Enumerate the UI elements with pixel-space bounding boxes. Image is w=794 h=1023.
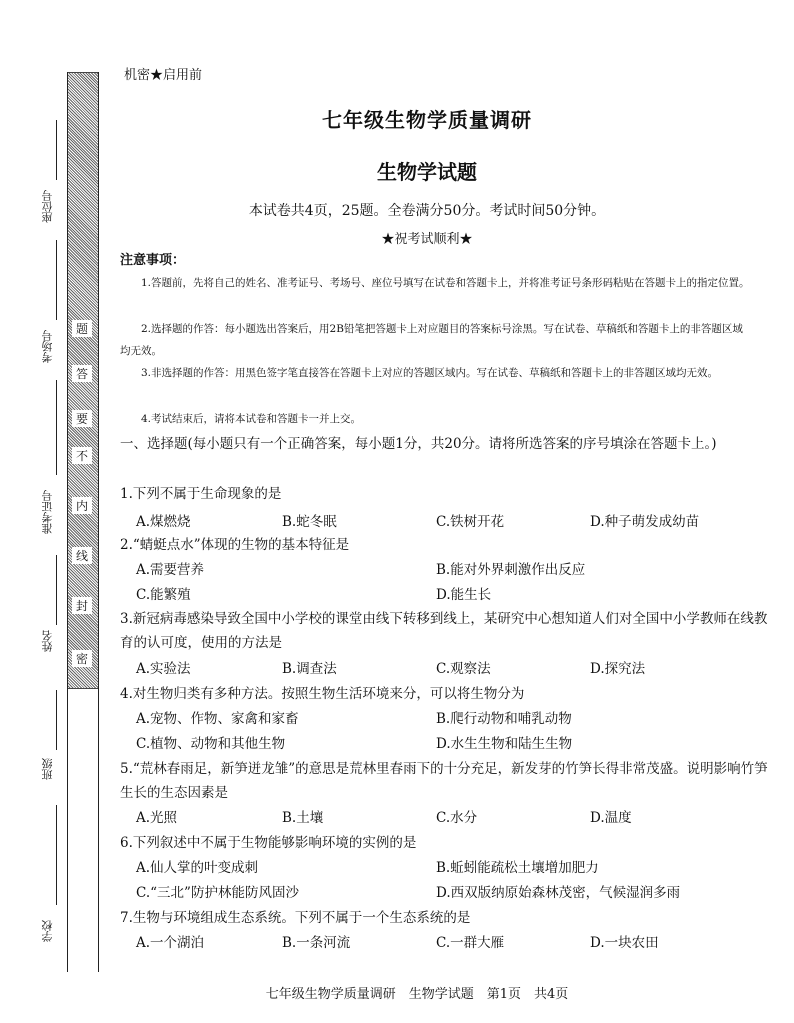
exam-info: 本试卷共4页，25题。全卷满分50分。考试时间50分钟。	[248, 203, 606, 219]
option: D.探究法	[590, 661, 646, 677]
option: C.观察法	[436, 661, 491, 677]
option: A.需要营养	[136, 562, 205, 578]
label-class: 班级	[41, 758, 54, 780]
notice-item: 2.选择题的作答：每小题选出答案后，用2B铅笔把答题卡上对应题目的答案标号涂黑。写在试卷、草稿纸和答题卡上的非答题区域均无效。	[120, 323, 743, 357]
line-exam-no	[56, 380, 57, 475]
option: C.铁树开花	[436, 514, 505, 530]
line-class	[56, 690, 57, 750]
question-stem: 4.对生物归类有多种方法。按照生物生活环境来分，可以将生物分为	[120, 686, 525, 702]
notice-item: 1.答题前，先将自己的姓名、准考证号、考场号、座位号填写在试卷和答题卡上，并将准考证号条形码粘贴在答题卡上的指定位置。	[141, 277, 750, 289]
label-name: 姓名	[41, 630, 54, 652]
label-seat: 座位号	[41, 190, 54, 223]
notice-heading: 注意事项：	[120, 253, 186, 268]
question-stem: 3.新冠病毒感染导致全国中小学校的课堂由线下转移到线上，某研究中心想知道人们对全国中小学教师在线教育的认可度，使用的方法是	[120, 611, 768, 651]
question-stem: 6.下列叙述中不属于生物能够影响环境的实例的是	[120, 835, 417, 851]
option: C.一群大雁	[436, 935, 505, 951]
option: B.调查法	[282, 661, 337, 677]
option: D.能生长	[436, 587, 492, 603]
option: D.温度	[590, 810, 632, 826]
option: A.实验法	[136, 661, 191, 677]
seal-line-char: 线	[72, 547, 92, 564]
option: C.植物、动物和其他生物	[136, 736, 286, 752]
option: D.一块农田	[590, 935, 659, 951]
option: D.水生生物和陆生生物	[436, 736, 573, 752]
seal-line-char: 密	[72, 650, 92, 667]
option: B.能对外界刺激作出反应	[436, 562, 586, 578]
seal-line-char: 封	[72, 597, 92, 614]
label-school: 学校	[41, 920, 54, 942]
seal-line-char: 不	[72, 447, 92, 464]
option: B.蚯蚓能疏松土壤增加肥力	[436, 860, 599, 876]
question-stem: 5.“荒林春雨足，新笋迸龙雏”的意思是荒林里春雨下的十分充足，新发芽的竹笋长得非常茂盛。说明影响竹笋生长的生态因素是	[120, 761, 768, 801]
option: B.爬行动物和哺乳动物	[436, 711, 572, 727]
line-school	[56, 805, 57, 905]
section-heading: 一、选择题(每小题只有一个正确答案，每小题1分，共20分。请将所选答案的序号填涂在答题卡上。)	[120, 436, 717, 452]
option: C.“三北”防护林能防风固沙	[136, 885, 299, 901]
option: A.一个湖泊	[136, 935, 205, 951]
question-stem: 2.“蜻蜓点水”体现的生物的基本特征是	[120, 537, 350, 553]
line-room	[56, 240, 57, 320]
option: D.西双版纳原始森林茂密，气候湿润多雨	[436, 885, 681, 901]
option: C.能繁殖	[136, 587, 191, 603]
notice-item: 3.非选择题的作答：用黑色签字笔直接答在答题卡上对应的答题区域内。写在试卷、草稿纸和答题卡上的非答题区域均无效。	[141, 367, 719, 379]
option: D.种子萌发成幼苗	[590, 514, 700, 530]
label-room: 考场号	[41, 330, 54, 363]
seal-line-char: 答	[72, 365, 92, 382]
option: A.宠物、作物、家禽和家畜	[136, 711, 299, 727]
line-name	[56, 555, 57, 625]
confidential-mark: 机密★启用前	[124, 68, 203, 83]
exam-wish: ★祝考试顺利★	[381, 232, 473, 247]
label-exam-no: 准考证号	[41, 490, 54, 534]
option: C.水分	[436, 810, 478, 826]
exam-subtitle: 生物学试题	[377, 160, 477, 184]
seal-line-char: 内	[72, 497, 92, 514]
page-footer: 七年级生物学质量调研 生物学试题 第1页 共4页	[265, 987, 569, 1002]
question-stem: 1.下列不属于生命现象的是	[120, 486, 282, 502]
option: B.一条河流	[282, 935, 351, 951]
option: A.光照	[136, 810, 178, 826]
seal-line-char: 要	[72, 410, 92, 427]
option: A.煤燃烧	[136, 514, 191, 530]
seal-line-char: 题	[72, 320, 92, 337]
option: B.蛇冬眠	[282, 514, 337, 530]
question-stem: 7.生物与环境组成生态系统。下列不属于一个生态系统的是	[120, 910, 471, 926]
exam-title: 七年级生物学质量调研	[322, 108, 532, 132]
option: B.土壤	[282, 810, 324, 826]
notice-item: 4.考试结束后，请将本试卷和答题卡一并上交。	[141, 413, 362, 425]
option: A.仙人掌的叶变成刺	[136, 860, 259, 876]
